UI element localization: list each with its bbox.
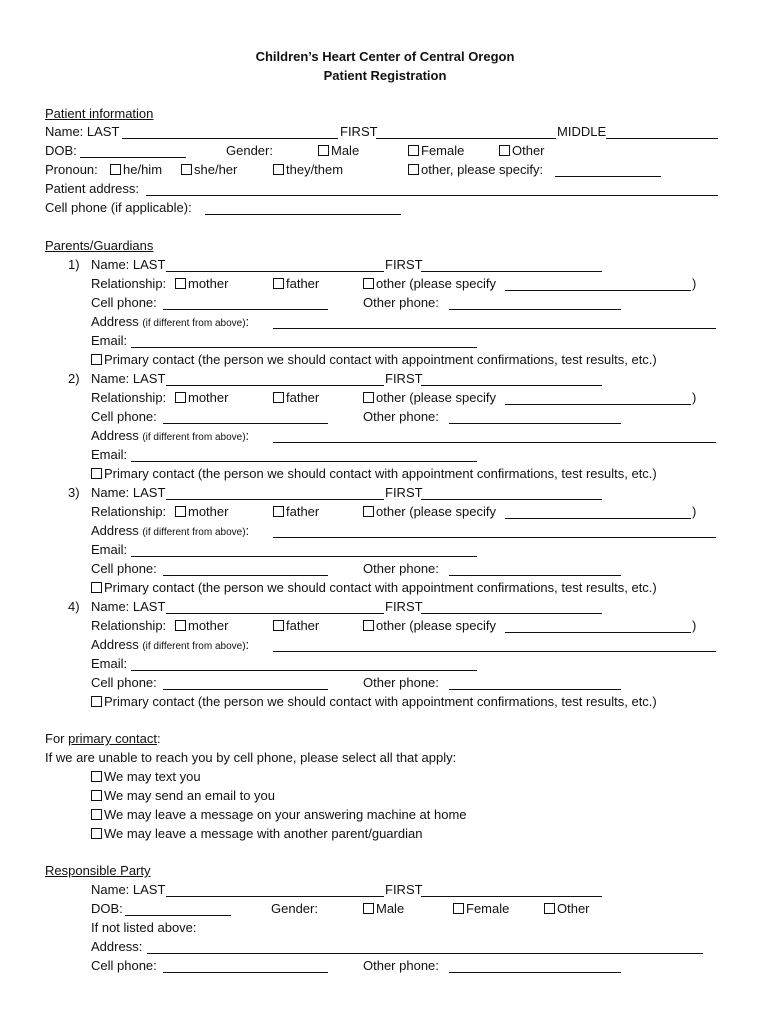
patient-dob-field[interactable] — [80, 157, 186, 158]
responsible-gender-other-option[interactable]: Other — [544, 901, 590, 917]
patient-gender-male-option[interactable]: Male — [318, 143, 359, 159]
primary-contact-option[interactable]: Primary contact (the person we should contact with appointment confirmations, test results, etc.) — [91, 352, 657, 368]
guardians-section-title: Parents/Guardians — [45, 238, 154, 253]
guardian-other-phone-label: Other phone: — [363, 295, 439, 310]
checkbox-icon[interactable] — [363, 903, 374, 914]
pronoun-he-option[interactable]: he/him — [110, 162, 162, 178]
relationship-other-option[interactable]: other (please specify — [363, 390, 496, 406]
checkbox-icon[interactable] — [175, 278, 186, 289]
responsible-not-listed-label: If not listed above: — [91, 920, 197, 935]
guardian-cell-label: Cell phone: — [91, 561, 157, 576]
guardian-cell-field[interactable] — [163, 423, 328, 424]
relationship-other-field[interactable] — [505, 518, 691, 519]
patient-last-name-label: Name: LAST — [45, 124, 120, 139]
responsible-section-title: Responsible Party — [45, 863, 151, 878]
guardian-other-phone-label: Other phone: — [363, 675, 439, 690]
patient-middle-name-field[interactable] — [606, 138, 718, 139]
guardian-other-phone-label: Other phone: — [363, 561, 439, 576]
guardian-cell-field[interactable] — [163, 689, 328, 690]
relationship-mother-option[interactable]: mother — [175, 618, 228, 634]
responsible-dob-field[interactable] — [125, 915, 231, 916]
guardian-cell-label: Cell phone: — [91, 295, 157, 310]
checkbox-icon[interactable] — [318, 145, 329, 156]
guardian-last-name-label: Name: LAST — [91, 371, 166, 386]
relationship-mother-option[interactable]: mother — [175, 276, 228, 292]
email-permission-option[interactable]: We may send an email to you — [91, 788, 275, 804]
guardian-relationship-label: Relationship: — [91, 504, 167, 519]
guardian-address-label: Address (if different from above): — [91, 637, 250, 652]
guardian-address-field[interactable] — [273, 537, 716, 538]
guardian-last-name-field[interactable] — [166, 499, 384, 500]
relationship-father-option[interactable]: father — [273, 618, 319, 634]
guardian-email-field[interactable] — [131, 556, 477, 557]
guardian-email-field[interactable] — [131, 670, 477, 671]
close-paren: ) — [692, 504, 697, 519]
guardian-address-label: Address (if different from above): — [91, 428, 250, 443]
text-permission-option[interactable]: We may text you — [91, 769, 201, 785]
guardian-first-name-field[interactable] — [421, 271, 602, 272]
checkbox-icon[interactable] — [110, 164, 121, 175]
relationship-mother-option[interactable]: mother — [175, 390, 228, 406]
primary-contact-option[interactable]: Primary contact (the person we should contact with appointment confirmations, test results, etc.) — [91, 466, 657, 482]
responsible-address-field[interactable] — [147, 953, 703, 954]
responsible-first-name-field[interactable] — [421, 896, 602, 897]
pronoun-other-option[interactable]: other, please specify: — [408, 162, 543, 178]
relationship-father-option[interactable]: father — [273, 504, 319, 520]
relationship-other-field[interactable] — [505, 404, 691, 405]
guardian-address-label: Address (if different from above): — [91, 523, 250, 538]
responsible-gender-female-option[interactable]: Female — [453, 901, 509, 917]
responsible-other-phone-field[interactable] — [449, 972, 621, 973]
checkbox-icon[interactable] — [363, 620, 374, 631]
guardian-first-name-field[interactable] — [421, 385, 602, 386]
checkbox-icon[interactable] — [91, 354, 102, 365]
responsible-last-name-field[interactable] — [166, 896, 384, 897]
checkbox-icon[interactable] — [408, 145, 419, 156]
guardian-cell-field[interactable] — [163, 575, 328, 576]
checkbox-icon[interactable] — [91, 582, 102, 593]
checkbox-icon[interactable] — [175, 620, 186, 631]
guardian-address-label: Address (if different from above): — [91, 314, 250, 329]
guardian-first-name-label: FIRST — [385, 599, 423, 614]
patient-section-title: Patient information — [45, 106, 154, 121]
relationship-father-option[interactable]: father — [273, 276, 319, 292]
guardian-cell-field[interactable] — [163, 309, 328, 310]
relationship-other-option[interactable]: other (please specify — [363, 504, 496, 520]
checkbox-icon[interactable] — [273, 164, 284, 175]
guardian-number: 2) — [68, 371, 80, 386]
primary-contact-heading: For primary contact: — [45, 731, 161, 746]
checkbox-icon[interactable] — [91, 468, 102, 479]
guardian-last-name-field[interactable] — [166, 613, 384, 614]
relationship-other-option[interactable]: other (please specify — [363, 276, 496, 292]
relationship-mother-option[interactable]: mother — [175, 504, 228, 520]
relationship-other-option[interactable]: other (please specify — [363, 618, 496, 634]
close-paren: ) — [692, 390, 697, 405]
guardian-address-field[interactable] — [273, 442, 716, 443]
guardian-first-name-label: FIRST — [385, 371, 423, 386]
checkbox-icon[interactable] — [91, 809, 102, 820]
guardian-email-label: Email: — [91, 333, 128, 348]
patient-gender-female-option[interactable]: Female — [408, 143, 464, 159]
checkbox-icon[interactable] — [175, 506, 186, 517]
guardian-number: 1) — [68, 257, 80, 272]
responsible-cell-field[interactable] — [163, 972, 328, 973]
primary-contact-instruction: If we are unable to reach you by cell phone, please select all that apply: — [45, 750, 457, 765]
checkbox-icon[interactable] — [363, 392, 374, 403]
guardian-first-name-label: FIRST — [385, 485, 423, 500]
guardian-message-permission-option[interactable]: We may leave a message with another parent/guardian — [91, 826, 422, 842]
checkbox-icon[interactable] — [363, 278, 374, 289]
relationship-father-option[interactable]: father — [273, 390, 319, 406]
guardian-first-name-field[interactable] — [421, 499, 602, 500]
guardian-cell-label: Cell phone: — [91, 675, 157, 690]
primary-contact-option[interactable]: Primary contact (the person we should contact with appointment confirmations, test results, etc.) — [91, 580, 657, 596]
guardian-other-phone-field[interactable] — [449, 309, 621, 310]
patient-gender-other-option[interactable]: Other — [499, 143, 545, 159]
checkbox-icon[interactable] — [453, 903, 464, 914]
checkbox-icon[interactable] — [408, 164, 419, 175]
patient-last-name-field[interactable] — [122, 138, 338, 139]
form-subtitle: Patient Registration — [323, 68, 447, 83]
guardian-email-label: Email: — [91, 542, 128, 557]
responsible-first-name-label: FIRST — [385, 882, 423, 897]
patient-first-name-field[interactable] — [376, 138, 556, 139]
guardian-relationship-label: Relationship: — [91, 276, 167, 291]
guardian-last-name-label: Name: LAST — [91, 485, 166, 500]
close-paren: ) — [692, 276, 697, 291]
patient-first-name-label: FIRST — [340, 124, 378, 139]
checkbox-icon[interactable] — [273, 506, 284, 517]
patient-cell-field[interactable] — [205, 214, 401, 215]
guardian-other-phone-label: Other phone: — [363, 409, 439, 424]
guardian-relationship-label: Relationship: — [91, 618, 167, 633]
relationship-other-field[interactable] — [505, 290, 691, 291]
patient-gender-label: Gender: — [226, 143, 273, 158]
guardian-first-name-field[interactable] — [421, 613, 602, 614]
machine-message-permission-option[interactable]: We may leave a message on your answering machine at home — [91, 807, 467, 823]
checkbox-icon[interactable] — [273, 620, 284, 631]
patient-address-field[interactable] — [146, 195, 718, 196]
guardian-email-field[interactable] — [131, 347, 477, 348]
guardian-other-phone-field[interactable] — [449, 423, 621, 424]
responsible-gender-male-option[interactable]: Male — [363, 901, 404, 917]
guardian-email-field[interactable] — [131, 461, 477, 462]
patient-pronoun-label: Pronoun: — [45, 162, 98, 177]
guardian-other-phone-field[interactable] — [449, 689, 621, 690]
primary-contact-option[interactable]: Primary contact (the person we should contact with appointment confirmations, test results, etc.) — [91, 694, 657, 710]
checkbox-icon[interactable] — [91, 696, 102, 707]
relationship-other-field[interactable] — [505, 632, 691, 633]
pronoun-other-field[interactable] — [555, 176, 661, 177]
guardian-last-name-label: Name: LAST — [91, 257, 166, 272]
guardian-number: 3) — [68, 485, 80, 500]
checkbox-icon[interactable] — [91, 771, 102, 782]
checkbox-icon[interactable] — [363, 506, 374, 517]
guardian-cell-label: Cell phone: — [91, 409, 157, 424]
responsible-gender-label: Gender: — [271, 901, 318, 916]
pronoun-they-option[interactable]: they/them — [273, 162, 343, 178]
guardian-last-name-field[interactable] — [166, 385, 384, 386]
checkbox-icon[interactable] — [544, 903, 555, 914]
close-paren: ) — [692, 618, 697, 633]
guardian-email-label: Email: — [91, 447, 128, 462]
guardian-number: 4) — [68, 599, 80, 614]
patient-dob-label: DOB: — [45, 143, 77, 158]
guardian-address-field[interactable] — [273, 328, 716, 329]
checkbox-icon[interactable] — [91, 790, 102, 801]
pronoun-she-option[interactable]: she/her — [181, 162, 237, 178]
guardian-last-name-label: Name: LAST — [91, 599, 166, 614]
responsible-address-label: Address: — [91, 939, 143, 954]
form-title: Children’s Heart Center of Central Oregon — [255, 49, 515, 64]
guardian-other-phone-field[interactable] — [449, 575, 621, 576]
responsible-last-name-label: Name: LAST — [91, 882, 166, 897]
responsible-other-phone-label: Other phone: — [363, 958, 439, 973]
patient-cell-label: Cell phone (if applicable): — [45, 200, 192, 215]
guardian-first-name-label: FIRST — [385, 257, 423, 272]
checkbox-icon[interactable] — [273, 278, 284, 289]
responsible-dob-label: DOB: — [91, 901, 123, 916]
guardian-address-field[interactable] — [273, 651, 716, 652]
guardian-email-label: Email: — [91, 656, 128, 671]
guardian-last-name-field[interactable] — [166, 271, 384, 272]
responsible-cell-label: Cell phone: — [91, 958, 157, 973]
checkbox-icon[interactable] — [273, 392, 284, 403]
checkbox-icon[interactable] — [499, 145, 510, 156]
checkbox-icon[interactable] — [181, 164, 192, 175]
patient-middle-name-label: MIDDLE — [557, 124, 607, 139]
guardian-relationship-label: Relationship: — [91, 390, 167, 405]
checkbox-icon[interactable] — [91, 828, 102, 839]
checkbox-icon[interactable] — [175, 392, 186, 403]
patient-address-label: Patient address: — [45, 181, 139, 196]
